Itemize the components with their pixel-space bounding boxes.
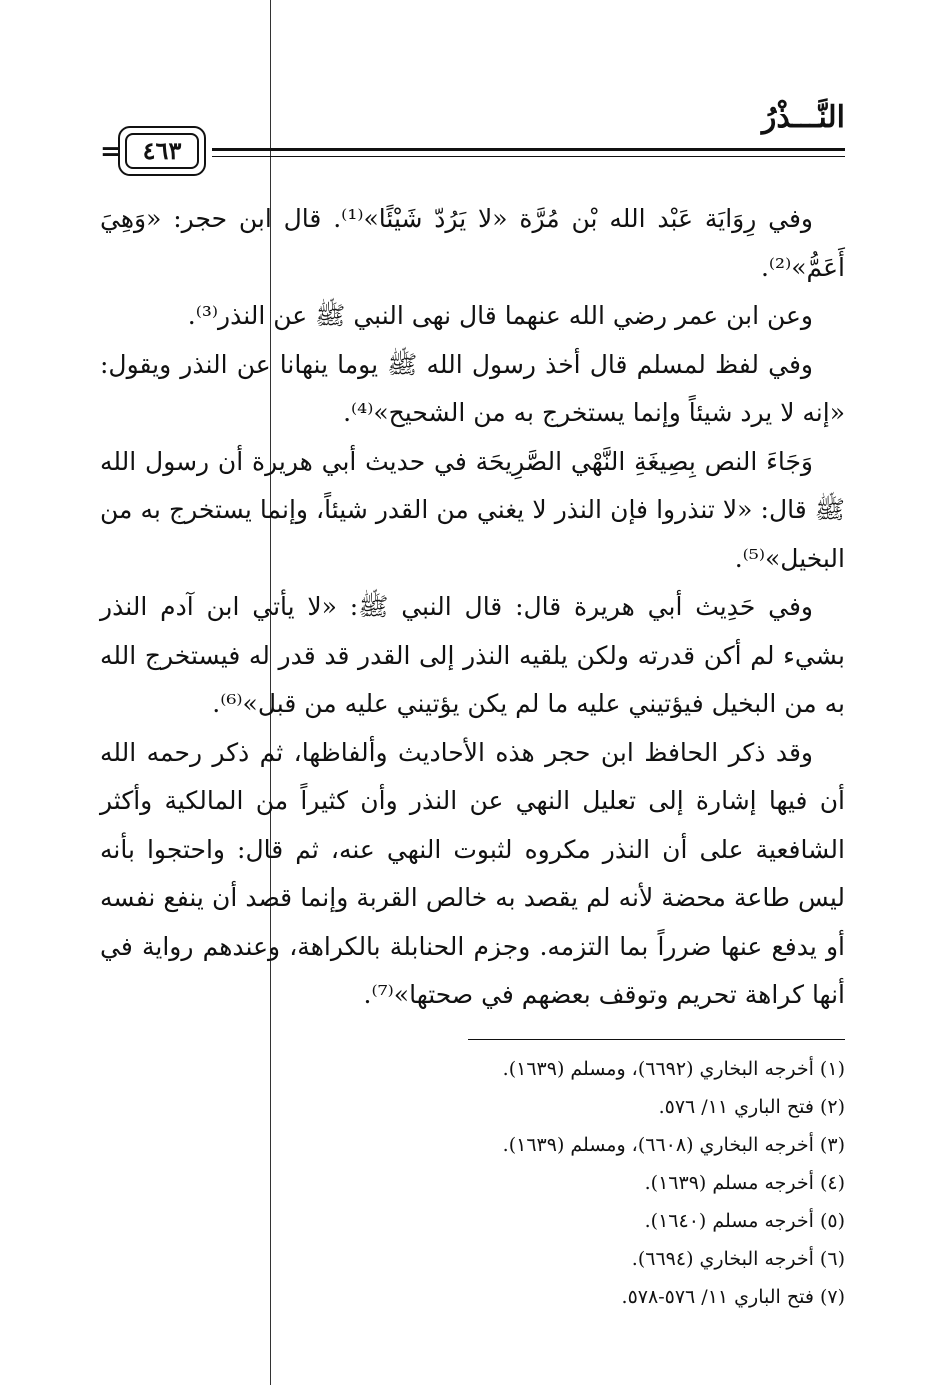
footnote-separator: [468, 1039, 845, 1040]
header-rule-thick: [212, 148, 845, 151]
header-equals-mark: =: [100, 137, 122, 167]
paragraph: وفي حَدِيث أبي هريرة قال: قال النبي ﷺ: «لا يأتي ابن آدم النذر بشيء لم أكن قدرته ولكن يلقيه النذر إلى القدر قد قدر له فيستخرج الله به من البخيل فيؤتيني عليه ما لم يكن يؤتيني عليه من قبل»⁽⁶⁾.: [100, 592, 845, 718]
footnote-item: (٤) أخرجه مسلم (١٦٣٩).: [644, 1172, 845, 1194]
footnote-item: (٧) فتح الباري ١١/ ٥٧٦-٥٧٨.: [621, 1286, 845, 1308]
footnote-item: (٣) أخرجه البخاري (٦٦٠٨)، ومسلم (١٦٣٩).: [502, 1134, 845, 1156]
header-rule-thin: [212, 156, 845, 157]
footnote-item: (٥) أخرجه مسلم (١٦٤٠).: [644, 1210, 845, 1232]
footnotes: [100, 1050, 845, 1316]
footnote-item: (٦) أخرجه البخاري (٦٦٩٤).: [631, 1248, 845, 1270]
paragraph: وعن ابن عمر رضي الله عنهما قال نهى النبي ﷺ عن النذر⁽³⁾.: [187, 301, 813, 330]
paragraph: وَجَاءَ النص بِصِيغَةِ النَّهْي الصَّرِيحَة في حديث أبي هريرة أن رسول الله ﷺ قال: «لا تنذروا فإن النذر لا يغني من القدر شيئاً، وإنما يستخرج به من البخيل»⁽⁵⁾.: [100, 446, 845, 573]
page-number-frame: [118, 126, 206, 176]
main-text: [100, 195, 845, 1020]
paragraph: وقد ذكر الحافظ ابن حجر هذه الأحاديث وألفاظها، ثم ذكر رحمه الله أن فيها إشارة إلى تعليل النهي عن النذر وأن كثيراً من المالكية وأكثر الشافعية على أن النذر مكروه لثبوت النهي عنه، ثم قال: واحتجوا بأنه ليس طاعة محضة لأنه لم يقصد به خالص القربة وإنما قصد أن ينفع نفسه أو يدفع عنها ضرراً بما التزمه. وجزم الحنابلة بالكراهة، وعندهم رواية في أنها كراهة تحريم وتوقف بعضهم في صحتها»⁽⁷⁾.: [100, 737, 845, 1009]
footnote-item: (٢) فتح الباري ١١/ ٥٧٦.: [658, 1096, 845, 1118]
footnote-item: (١) أخرجه البخاري (٦٦٩٢)، ومسلم (١٦٣٩).: [502, 1058, 845, 1080]
page-number: ٤٦٣: [142, 136, 182, 165]
running-head-title: النَّـــذْرُ: [761, 100, 845, 135]
paragraph: وفي رِوَايَة عَبْد الله بْن مُرَّة «لا يَرُدّ شَيْئًا»⁽¹⁾. قال ابن حجر: «وَهِيَ أَعَمُّ»⁽²⁾.: [100, 204, 845, 282]
paragraph: وفي لفظ لمسلم قال أخذ رسول الله ﷺ يوما ينهانا عن النذر ويقول: «إنه لا يرد شيئاً وإنما يستخرج به من الشحيح»⁽⁴⁾.: [100, 349, 845, 427]
